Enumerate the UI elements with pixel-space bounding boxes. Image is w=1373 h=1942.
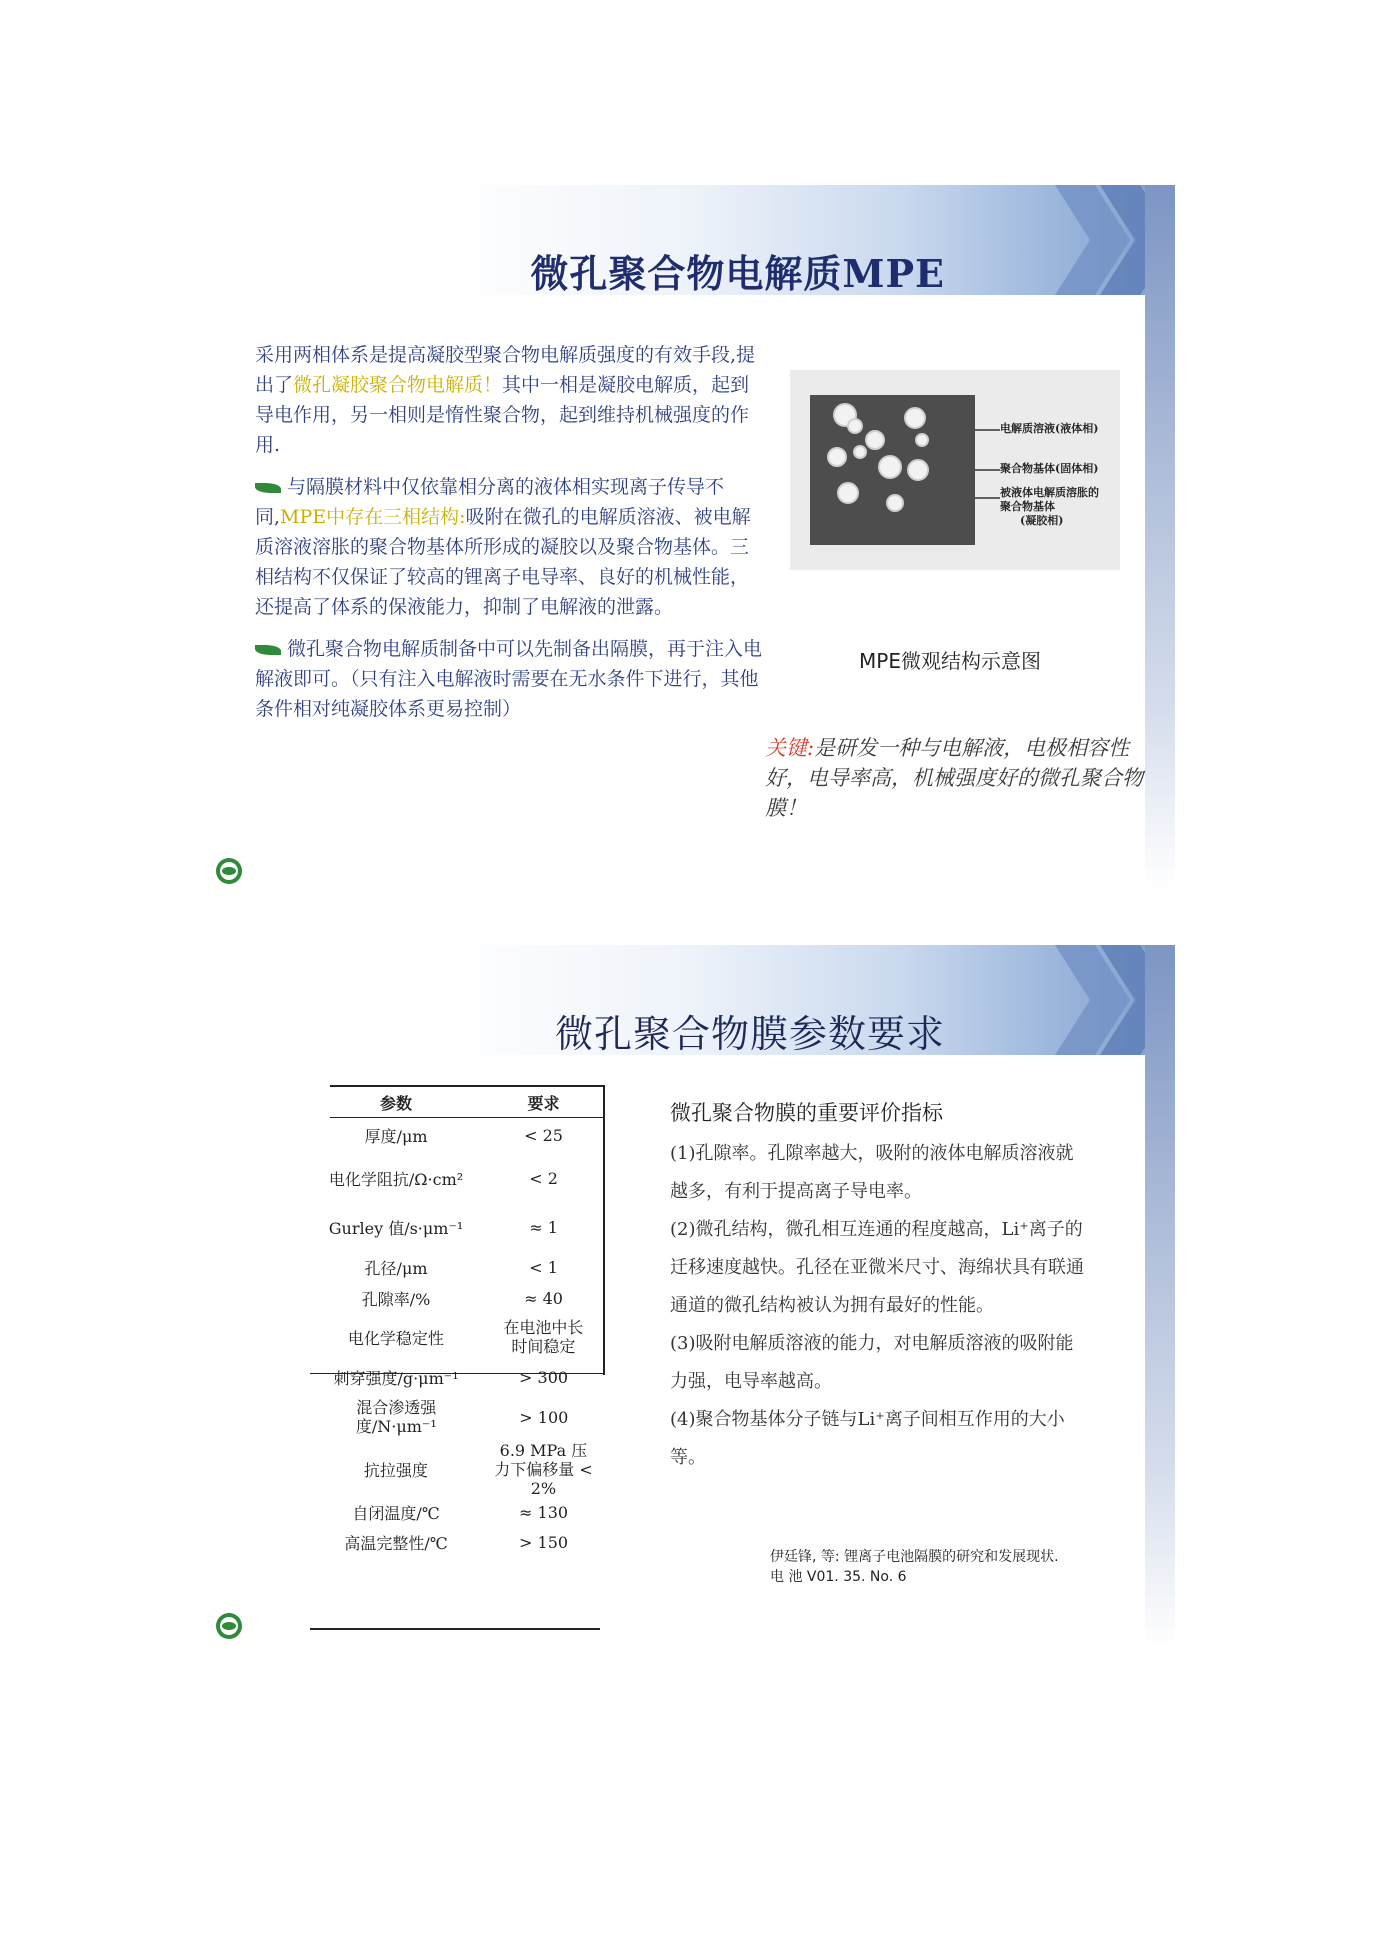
eval-title: 微孔聚合物膜的重要评价指标	[670, 1101, 943, 1125]
table-row: 电化学稳定性 在电池中长时间稳定	[347, 1318, 584, 1356]
intro-paragraph	[255, 340, 765, 460]
label-swollen-matrix: 被液体电解质溶胀的聚合物基体	[1000, 486, 1099, 513]
bullet1-text-b: 吸附在微孔的电解质溶液、被电解质溶液溶胀的聚合物基体所形成的凝胶以及聚合物基体。三相结构不仅保证了较高的锂离子电导率、良好的机械性能，还提高了体系的保液能力，抑制了电解液的泄露。	[255, 506, 751, 618]
key-text: 是研发一种与电解液，电极相容性好，电导率高，机械强度好的微孔聚合物膜！	[765, 736, 1143, 820]
table-row: Gurley 值/s·μm⁻¹ ≈ 1	[328, 1217, 558, 1238]
table-row: 抗拉强度 6.9 MPa 压力下偏移量 < 2%	[363, 1440, 593, 1498]
slide-title: 微孔聚合物膜参数要求	[554, 1012, 945, 1056]
leaf-bullet-icon	[255, 483, 281, 493]
intro-highlight: 微孔凝胶聚合物电解质！	[293, 374, 503, 396]
key-label: 关键:	[765, 736, 815, 760]
mpe-microstructure-figure	[790, 370, 1120, 570]
label-liquid-phase: 电解质溶液(液体相)	[1000, 422, 1099, 435]
figure-caption: MPE微观结构示意图	[859, 649, 1041, 673]
csit-logo-icon	[215, 1612, 243, 1640]
reference-line-1: 伊廷锋, 等: 锂离子电池隔膜的研究和发展现状.	[770, 1549, 1059, 1565]
bullet-three-phase	[255, 472, 765, 622]
label-gel-phase: (凝胶相)	[1020, 514, 1064, 527]
intro-text-b: 其中一相是凝胶电解质，起到导电作用，另一相则是惰性聚合物，起到维持机械强度的作用.	[255, 374, 750, 456]
table-row: 高温完整性/℃ > 150	[344, 1532, 569, 1553]
slide-membrane-params	[205, 945, 1175, 1645]
micro-dark-panel	[810, 395, 975, 545]
bullet1-highlight: MPE中存在三相结构:	[280, 506, 466, 528]
header-param: 参数	[380, 1093, 413, 1113]
reference	[770, 1547, 1059, 1587]
table-row: 电化学阻抗/Ω·cm² < 2	[328, 1168, 558, 1189]
slide-mpe	[205, 185, 1175, 890]
table-row: 自闭温度/℃ ≈ 130	[352, 1502, 569, 1523]
eval-item: (4)聚合物基体分子链与Li⁺离子间相互作用的大小等。	[670, 1409, 1065, 1468]
figure-labels	[1000, 422, 1105, 528]
reference-line-2: 电 池 V01. 35. No. 6	[770, 1569, 907, 1585]
csit-logo-icon	[215, 857, 243, 885]
bullet-preparation	[255, 634, 765, 724]
table-row: 孔径/μm < 1	[364, 1257, 558, 1278]
bullet1-text-a: 与隔膜材料中仅依靠相分离的液体相实现离子传导不同,	[255, 476, 725, 528]
intro-text-a: 采用两相体系是提高凝胶型聚合物电解质强度的有效手段,提出了	[255, 344, 756, 396]
table-header-row	[310, 1087, 605, 1117]
table-row: 刺穿强度/g·μm⁻¹ > 300	[333, 1367, 569, 1388]
right-gradient-strip	[1145, 945, 1175, 1645]
leaf-bullet-icon	[255, 645, 281, 655]
pore-circles	[810, 395, 975, 545]
slide-title: 微孔聚合物电解质MPE	[530, 251, 945, 296]
key-note	[765, 733, 1145, 823]
slide1-body	[255, 340, 765, 736]
table-row: 孔隙率/% ≈ 40	[361, 1288, 563, 1309]
parameter-table	[310, 1087, 605, 1557]
table-row: 混合渗透强度/N·μm⁻¹ > 100	[355, 1398, 569, 1436]
eval-item: (2)微孔结构，微孔相互连通的程度越高，Li⁺离子的迁移速度越快。孔径在亚微米尺寸、海绵状具有联通通道的微孔结构被认为拥有最好的性能。	[670, 1219, 1084, 1316]
right-gradient-strip	[1145, 185, 1175, 890]
eval-item: (3)吸附电解质溶液的能力，对电解质溶液的吸附能力强，电导率越高。	[670, 1333, 1074, 1392]
eval-item: (1)孔隙率。孔隙率越大，吸附的液体电解质溶液就越多，有利于提高离子导电率。	[670, 1143, 1074, 1202]
label-solid-phase: 聚合物基体(固体相)	[1000, 462, 1099, 475]
table-row: 厚度/μm < 25	[364, 1125, 563, 1146]
header-requirement: 要求	[527, 1093, 560, 1113]
bullet2-text: 微孔聚合物电解质制备中可以先制备出隔膜，再于注入电解液即可。（只有注入电解液时需要在无水条件下进行，其他条件相对纯凝胶体系更易控制）	[255, 638, 763, 720]
eval-list	[670, 1135, 1090, 1477]
